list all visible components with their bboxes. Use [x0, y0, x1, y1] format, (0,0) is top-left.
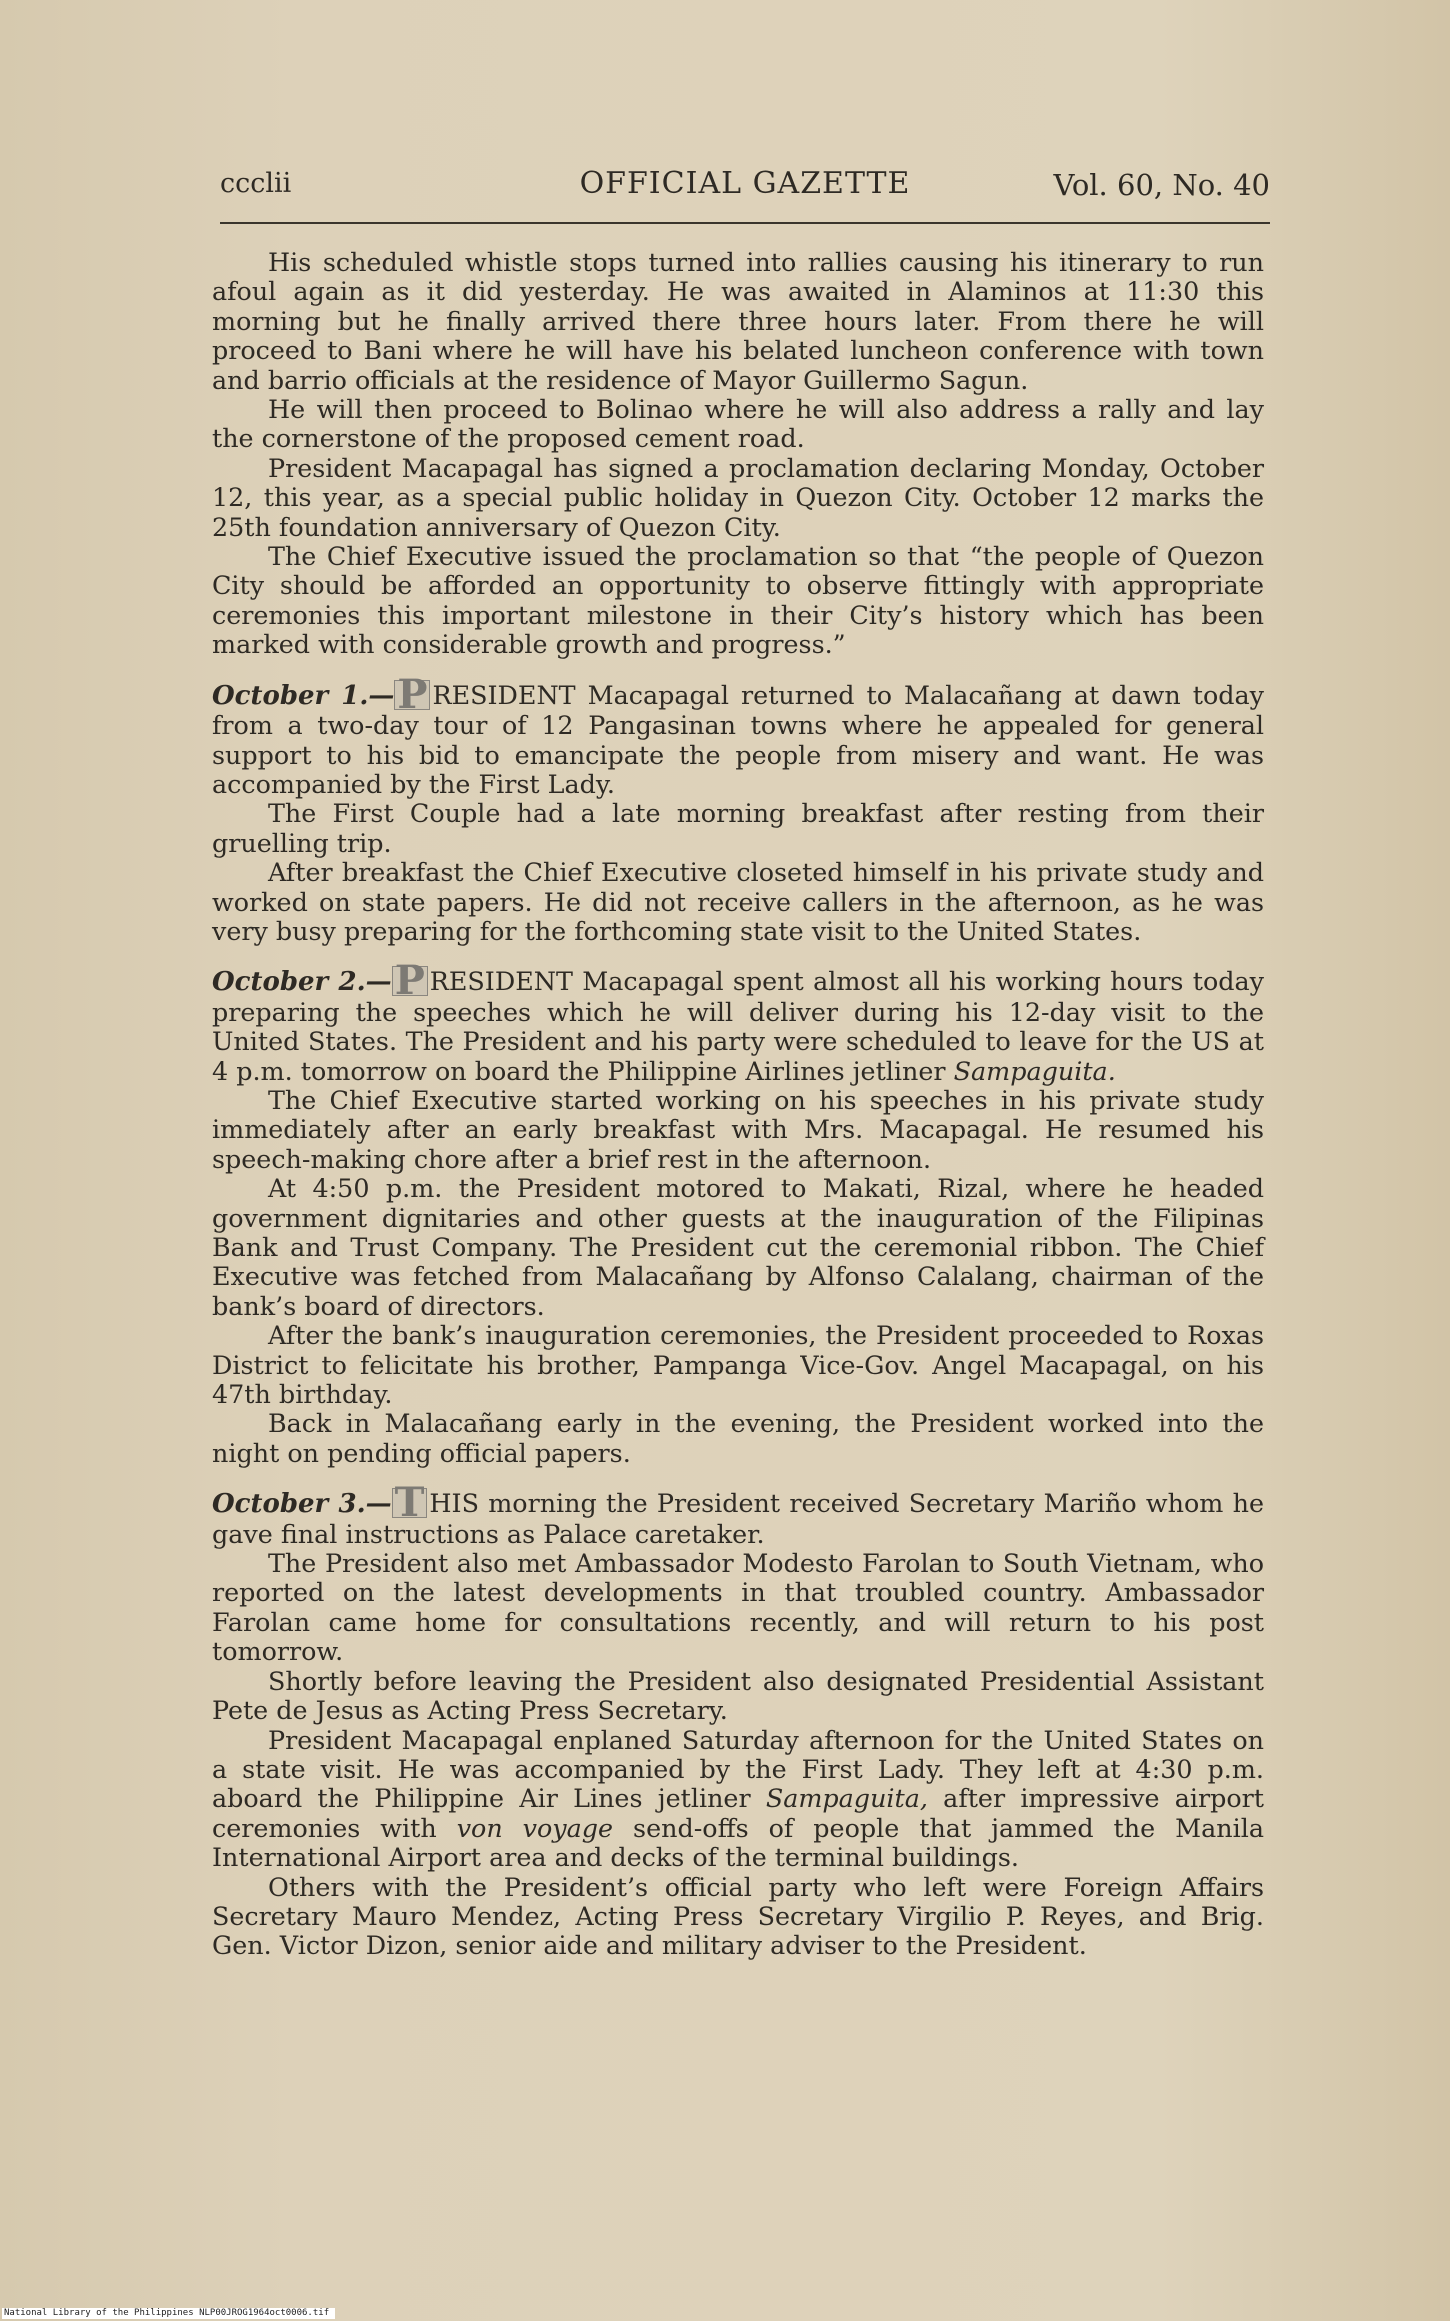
entry-paragraph: At 4:50 p.m. the President motored to Makati, Rizal, where he headed government dignitaries and other guests at the inauguration of the Filipinas Bank and Trust Company. The President cut the ceremonial ribbon. The Chief Executive was fetched from Malacañang by Alfonso Calalang, chairman of the bank’s board of directors.: [212, 1173, 1264, 1321]
intro-paragraph: The Chief Executive issued the proclamation so that “the people of Quezon City should be afforded an opportunity to observe fittingly with appropriate ceremonies this important milestone in their City’s history which has been marked with considerable growth and progress.”: [212, 541, 1264, 660]
article-body: [212, 248, 1264, 1961]
text-segment: after impressive airport ceremonies with: [212, 1783, 1264, 1843]
entry-paragraph: The First Couple had a late morning breakfast after resting from their gruelling trip.: [212, 798, 1264, 858]
entry-date: October 3.—: [212, 1489, 392, 1520]
entry-october-2: [212, 957, 1264, 1468]
text-segment: send-offs of people that jammed the Manila International Airport area and decks of the terminal buildings.: [212, 1812, 1264, 1873]
italic-phrase: von voyage: [456, 1812, 614, 1843]
aircraft-name: Sampaguita.: [953, 1055, 1116, 1086]
entry-date: October 2.—: [212, 967, 392, 998]
entry-october-1: [212, 670, 1264, 947]
scan-footer: National Library of the Philippines NLP00JROG1964oct0006.tif: [2, 2308, 335, 2319]
intro-paragraph: He will then proceed to Bolinao where he will also address a rally and lay the cornerstone of the proposed cement road.: [212, 394, 1264, 454]
volume-number: Vol. 60, No. 40: [1053, 168, 1270, 202]
entry-paragraph: Shortly before leaving the President also designated Presidential Assistant Pete de Jesus as Acting Press Secretary.: [212, 1665, 1264, 1726]
entry-lead: [212, 1479, 1264, 1549]
page-folio: ccclii: [220, 168, 292, 199]
entry-date: October 1.—: [212, 680, 395, 711]
entry-october-3: [212, 1479, 1264, 1961]
lead-text: RESIDENT Macapagal spent almost all his working hours today preparing the speeches which he will deliver during his 12-day visit to the United States. The President and his party were scheduled to leave for the US at 4 p.m. tomorrow on board the Philippine Airlines jetliner: [212, 966, 1264, 1086]
drop-cap: P: [392, 966, 428, 996]
entry-paragraph: The President also met Ambassador Modesto Farolan to South Vietnam, who reported on the latest developments in that troubled country. Ambassador Farolan came home for consultations recently, and will return to his post tomorrow.: [212, 1548, 1264, 1667]
entry-paragraph: Others with the President’s official party who left were Foreign Affairs Secretary Mauro Mendez, Acting Press Secretary Virgilio P. Reyes, and Brig. Gen. Victor Dizon, senior aide and military adviser to the President.: [212, 1871, 1264, 1961]
intro-paragraph: His scheduled whistle stops turned into rallies causing his itinerary to run afoul again as it did yesterday. He was awaited in Alaminos at 11:30 this morning but he finally arrived there three hours later. From there he will proceed to Bani where he will have his belated luncheon conference with town and barrio officials at the residence of Mayor Guillermo Sagun.: [212, 247, 1264, 395]
page-header: [220, 162, 1270, 222]
aircraft-name: Sampaguita,: [765, 1783, 928, 1814]
intro-paragraph: President Macapagal has signed a proclamation declaring Monday, October 12, this year, as a special public holiday in Quezon City. October 12 marks the 25th foundation anniversary of Quezon City.: [212, 452, 1264, 542]
entry-paragraph: The Chief Executive started working on his speeches in his private study immediately after an early breakfast with Mrs. Macapagal. He resumed his speech-making chore after a brief rest in the afternoon.: [212, 1084, 1264, 1174]
entry-paragraph: [212, 1726, 1264, 1873]
drop-cap: P: [394, 680, 430, 710]
drop-cap: T: [392, 1488, 428, 1518]
entry-paragraph: Back in Malacañang early in the evening, the President worked into the night on pending official papers.: [212, 1408, 1264, 1468]
entry-lead: [212, 957, 1264, 1086]
publication-title: OFFICIAL GAZETTE: [579, 166, 911, 201]
lead-text: HIS morning the President received Secretary Mariño whom he gave final instructions as Palace caretaker.: [212, 1488, 1264, 1549]
lead-text: RESIDENT Macapagal returned to Malacañang at dawn today from a two-day tour of 12 Pangasinan towns where he appealed for general support to his bid to emancipate the people from misery and want. He was accompanied by the First Lady.: [212, 679, 1264, 799]
text-segment: President Macapagal enplaned Saturday afternoon for the United States on a state visit. He was accompanied by the First Lady. They left at 4:30 p.m. aboard the Philippine Air Lines jetliner: [212, 1724, 1264, 1814]
entry-paragraph: After breakfast the Chief Executive closeted himself in his private study and worked on state papers. He did not receive callers in the afternoon, as he was very busy preparing for the forthcoming state visit to the United States.: [212, 857, 1264, 946]
entry-paragraph: After the bank’s inauguration ceremonies, the President proceeded to Roxas District to felicitate his brother, Pampanga Vice-Gov. Angel Macapagal, on his 47th birthday.: [212, 1320, 1264, 1410]
entry-lead: [212, 670, 1264, 800]
header-rule: [220, 222, 1270, 224]
